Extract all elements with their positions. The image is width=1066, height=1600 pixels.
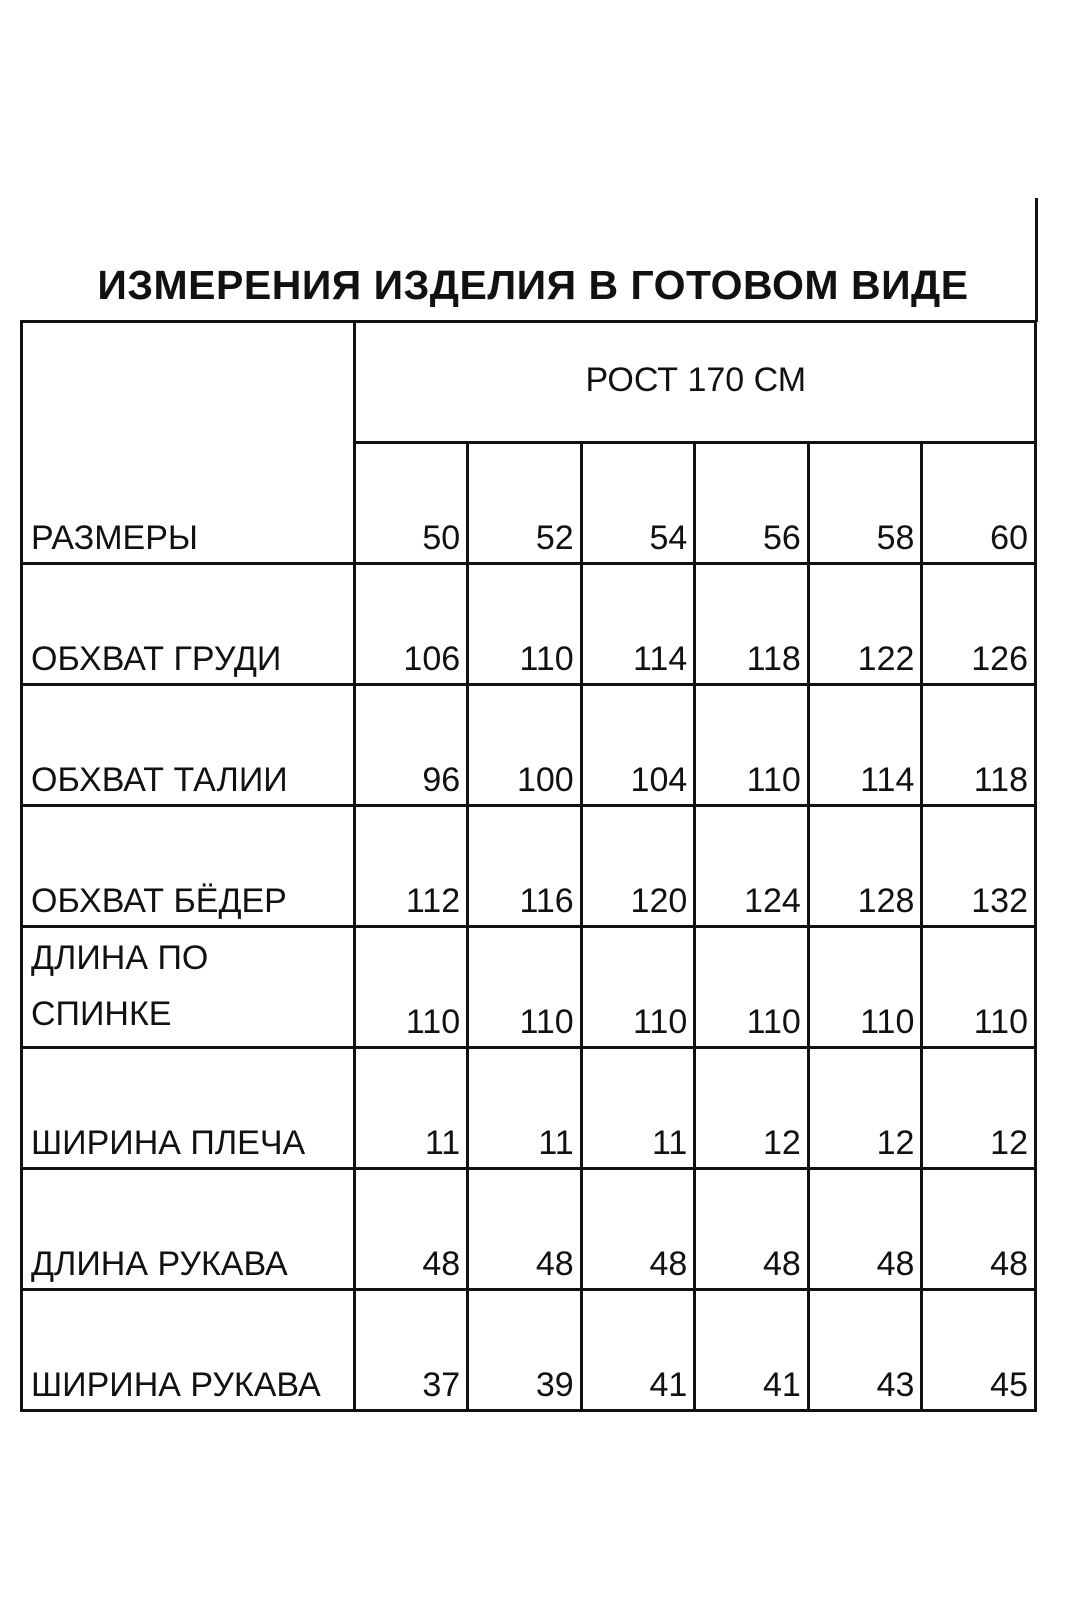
value-cell: 48 — [808, 1169, 922, 1290]
row-label: ДЛИНА ПО СПИНКЕ — [22, 927, 355, 1048]
table-row — [22, 806, 1036, 927]
row-label: ШИРИНА ПЛЕЧА — [22, 1048, 355, 1169]
sizes-label: РАЗМЕРЫ — [22, 322, 355, 564]
value-cell: 128 — [808, 806, 922, 927]
size-cell: 54 — [581, 443, 695, 564]
value-cell: 106 — [354, 564, 468, 685]
value-cell: 110 — [695, 685, 809, 806]
value-cell: 41 — [581, 1290, 695, 1411]
size-cell: 50 — [354, 443, 468, 564]
size-cell: 56 — [695, 443, 809, 564]
value-cell: 39 — [468, 1290, 582, 1411]
value-cell: 116 — [468, 806, 582, 927]
value-cell: 41 — [695, 1290, 809, 1411]
value-cell: 48 — [581, 1169, 695, 1290]
value-cell: 110 — [354, 927, 468, 1048]
table-row — [22, 564, 1036, 685]
value-cell: 48 — [354, 1169, 468, 1290]
value-cell: 12 — [922, 1048, 1036, 1169]
value-cell: 114 — [808, 685, 922, 806]
table-row — [22, 1169, 1036, 1290]
value-cell: 48 — [695, 1169, 809, 1290]
value-cell: 110 — [468, 927, 582, 1048]
value-cell: 132 — [922, 806, 1036, 927]
size-cell: 52 — [468, 443, 582, 564]
size-cell: 58 — [808, 443, 922, 564]
value-cell: 118 — [695, 564, 809, 685]
value-cell: 120 — [581, 806, 695, 927]
value-cell: 48 — [922, 1169, 1036, 1290]
size-cell: 60 — [922, 443, 1036, 564]
value-cell: 48 — [468, 1169, 582, 1290]
value-cell: 110 — [468, 564, 582, 685]
value-cell: 126 — [922, 564, 1036, 685]
height-label: РОСТ 170 СМ — [354, 322, 1035, 443]
value-cell: 11 — [468, 1048, 582, 1169]
row-label: ШИРИНА РУКАВА — [22, 1290, 355, 1411]
value-cell: 100 — [468, 685, 582, 806]
value-cell: 43 — [808, 1290, 922, 1411]
row-label: ОБХВАТ ТАЛИИ — [22, 685, 355, 806]
table-row — [22, 927, 1036, 1048]
value-cell: 12 — [695, 1048, 809, 1169]
value-cell: 110 — [581, 927, 695, 1048]
height-header-row — [22, 322, 1036, 443]
value-cell: 96 — [354, 685, 468, 806]
value-cell: 118 — [922, 685, 1036, 806]
page-title: ИЗМЕРЕНИЯ ИЗДЕЛИЯ В ГОТОВОМ ВИДЕ — [97, 262, 969, 308]
table-row — [22, 685, 1036, 806]
value-cell: 12 — [808, 1048, 922, 1169]
value-cell: 122 — [808, 564, 922, 685]
row-label: ДЛИНА РУКАВА — [22, 1169, 355, 1290]
value-cell: 110 — [695, 927, 809, 1048]
value-cell: 112 — [354, 806, 468, 927]
value-cell: 37 — [354, 1290, 468, 1411]
value-cell: 114 — [581, 564, 695, 685]
value-cell: 11 — [581, 1048, 695, 1169]
value-cell: 124 — [695, 806, 809, 927]
value-cell: 110 — [808, 927, 922, 1048]
value-cell: 11 — [354, 1048, 468, 1169]
table-row — [22, 1290, 1036, 1411]
value-cell: 110 — [922, 927, 1036, 1048]
row-label: ОБХВАТ БЁДЕР — [22, 806, 355, 927]
value-cell: 45 — [922, 1290, 1036, 1411]
row-label: ОБХВАТ ГРУДИ — [22, 564, 355, 685]
value-cell: 104 — [581, 685, 695, 806]
table-row — [22, 1048, 1036, 1169]
size-chart-table — [20, 320, 1037, 1412]
